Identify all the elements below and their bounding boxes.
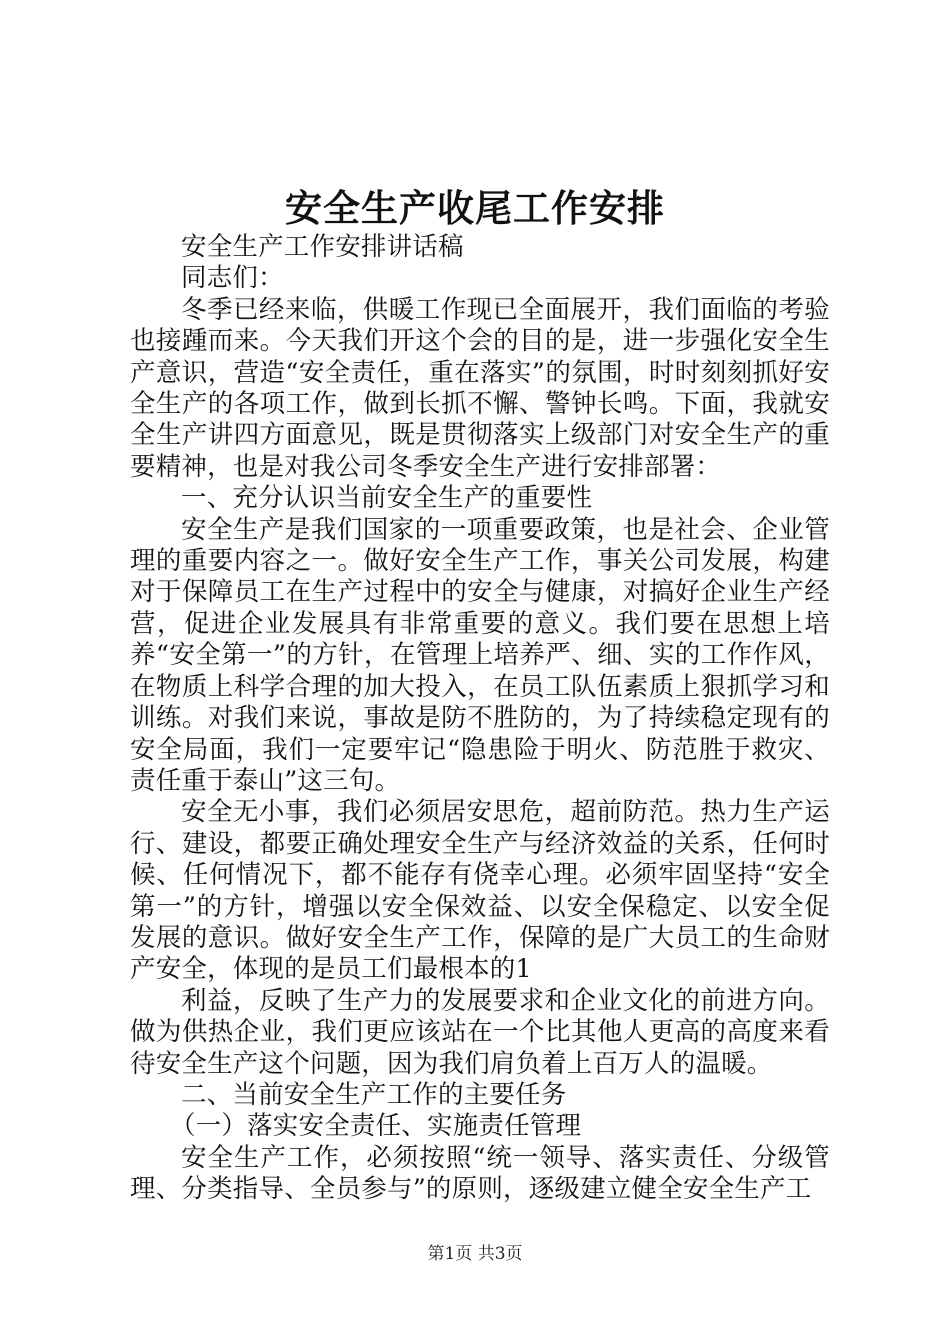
- paragraph-vigilance: 安全无小事，我们必须居安思危，超前防范。热力生产运行、建设，都要正确处理安全生产与经济效益的关系，任何时候、任何情况下，都不能存有侥幸心理。必须牢固坚持“安全第一”的方针，增强以安全保效益、以安全保稳定、以安全促发展的意识。做好安全生产工作，保障的是广大员工的生命财产安全，体现的是员工们最根本的1: [130, 797, 830, 985]
- paragraph-salutation: 同志们：: [181, 263, 284, 294]
- paragraph-responsibility: 安全生产工作，必须按照“统一领导、落实责任、分级管理、分类指导、全员参与”的原则，逐级建立健全安全生产工: [130, 1142, 830, 1205]
- paragraph-importance: 安全生产是我们国家的一项重要政策，也是社会、企业管理的重要内容之一。做好安全生产工作，事关公司发展，构建对于保障员工在生产过程中的安全与健康，对搞好企业生产经营，促进企业发展具有非常重要的意义。我们要在思想上培养“安全第一”的方针，在管理上培养严、细、实的工作作风，在物质上科学合理的加大投入，在员工队伍素质上狠抓学习和训练。对我们来说，事故是防不胜防的，为了持续稳定现有的安全局面，我们一定要牢记“隐患险于明火、防范胜于救灾、责任重于泰山”这三句。: [130, 514, 830, 796]
- section-heading-2: 二、当前安全生产工作的主要任务: [181, 1079, 567, 1110]
- page-footer: 第1页 共3页: [427, 1244, 523, 1264]
- paragraph-subtitle: 安全生产工作安排讲话稿: [181, 232, 464, 262]
- section-heading-1: 一、充分认识当前安全生产的重要性: [181, 483, 593, 514]
- document-body: [130, 232, 830, 1206]
- paragraph-interests: 利益，反映了生产力的发展要求和企业文化的前进方向。做为供热企业，我们更应该站在一个比其他人更高的高度来看待安全生产这个问题，因为我们肩负着上百万人的温暖。: [130, 985, 830, 1079]
- paragraph-intro: 冬季已经来临，供暖工作现已全面展开，我们面临的考验也接踵而来。今天我们开这个会的目的是，进一步强化安全生产意识，营造“安全责任，重在落实”的氛围，时时刻刻抓好安全生产的各项工作，做到长抓不懈、警钟长鸣。下面，我就安全生产讲四方面意见，既是贯彻落实上级部门对安全生产的重要精神，也是对我公司冬季安全生产进行安排部署：: [130, 294, 830, 482]
- subsection-heading-1: （一）落实安全责任、实施责任管理: [170, 1111, 582, 1142]
- document-title: 安全生产收尾工作安排: [285, 186, 665, 230]
